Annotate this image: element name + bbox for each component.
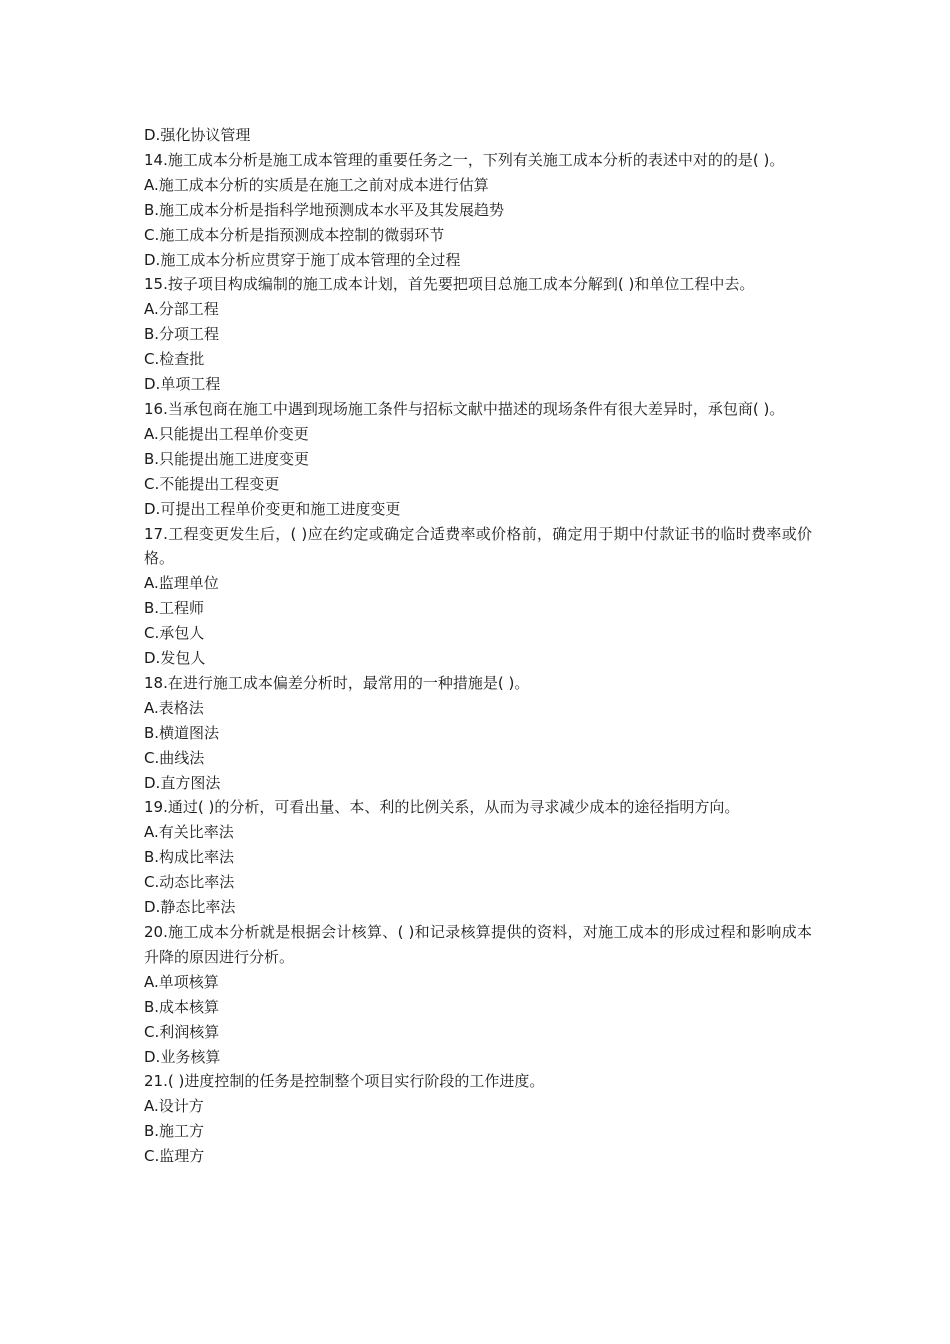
question-text: 17.工程变更发生后，( )应在约定或确定合适费率或价格前，确定用于期中付款证书的临时费率或价格。 [144, 524, 812, 568]
question-text: 19.通过( )的分析，可看出量、本、利的比例关系，从而为寻求减少成本的途径指明方向。 [144, 798, 740, 817]
option-b: B.横道图法 [144, 723, 220, 742]
option-a: A.设计方 [144, 1097, 204, 1116]
option-c: C.监理方 [144, 1147, 205, 1166]
option-b: B.施工成本分析是指科学地预测成本水平及其发展趋势 [144, 200, 505, 219]
option-d: D.施工成本分析应贯穿于施丁成本管理的全过程 [144, 250, 461, 269]
option-a: A.施工成本分析的实质是在施工之前对成本进行估算 [144, 175, 489, 194]
question-21 [144, 1069, 812, 1169]
option-a: A.只能提出工程单价变更 [144, 424, 309, 443]
option-a: A.有关比率法 [144, 823, 234, 842]
option-b: B.施工方 [144, 1122, 205, 1141]
document-body [144, 123, 812, 1169]
option-a: A.单项核算 [144, 972, 219, 991]
option-d: D.可提出工程单价变更和施工进度变更 [144, 499, 401, 518]
option-b: B.只能提出施工进度变更 [144, 449, 310, 468]
lead-option: D.强化协议管理 [144, 126, 251, 144]
question-text: 15.按子项目构成编制的施工成本计划，首先要把项目总施工成本分解到( )和单位工程中去。 [144, 275, 755, 294]
option-c: C.检查批 [144, 350, 205, 369]
question-14 [144, 148, 812, 273]
option-c: C.施工成本分析是指预测成本控制的微弱环节 [144, 225, 445, 244]
question-16 [144, 397, 812, 522]
option-c: C.曲线法 [144, 748, 205, 767]
option-a: A.监理单位 [144, 574, 219, 593]
question-text: 21.( )进度控制的任务是控制整个项目实行阶段的工作进度。 [144, 1072, 545, 1091]
option-a: A.分部工程 [144, 300, 219, 319]
option-c: C.利润核算 [144, 1022, 220, 1041]
option-c: C.承包人 [144, 624, 205, 643]
question-20 [144, 920, 812, 1069]
option-c: C.不能提出工程变更 [144, 474, 280, 493]
option-d: D.业务核算 [144, 1047, 221, 1066]
question-19 [144, 795, 812, 920]
question-text: 14.施工成本分析是施工成本管理的重要任务之一，下列有关施工成本分析的表述中对的的是( )。 [144, 150, 785, 169]
option-a: A.表格法 [144, 698, 204, 717]
option-b: B.构成比率法 [144, 848, 235, 867]
question-18 [144, 671, 812, 796]
option-d: D.单项工程 [144, 375, 221, 394]
question-17 [144, 522, 812, 671]
option-c: C.动态比率法 [144, 873, 235, 892]
question-15 [144, 272, 812, 397]
question-text: 20.施工成本分析就是根据会计核算、( )和记录核算提供的资料，对施工成本的形成过程和影响成本升降的原因进行分析。 [144, 923, 812, 966]
option-b: B.工程师 [144, 599, 205, 618]
question-text: 16.当承包商在施工中遇到现场施工条件与招标文献中描述的现场条件有很大差异时，承包商( )。 [144, 399, 785, 418]
option-d: D.直方图法 [144, 773, 221, 792]
option-b: B.分项工程 [144, 325, 220, 344]
option-d: D.静态比率法 [144, 898, 236, 917]
option-b: B.成本核算 [144, 997, 220, 1016]
question-text: 18.在进行施工成本偏差分析时，最常用的一种措施是( )。 [144, 673, 530, 692]
option-d: D.发包人 [144, 649, 206, 668]
